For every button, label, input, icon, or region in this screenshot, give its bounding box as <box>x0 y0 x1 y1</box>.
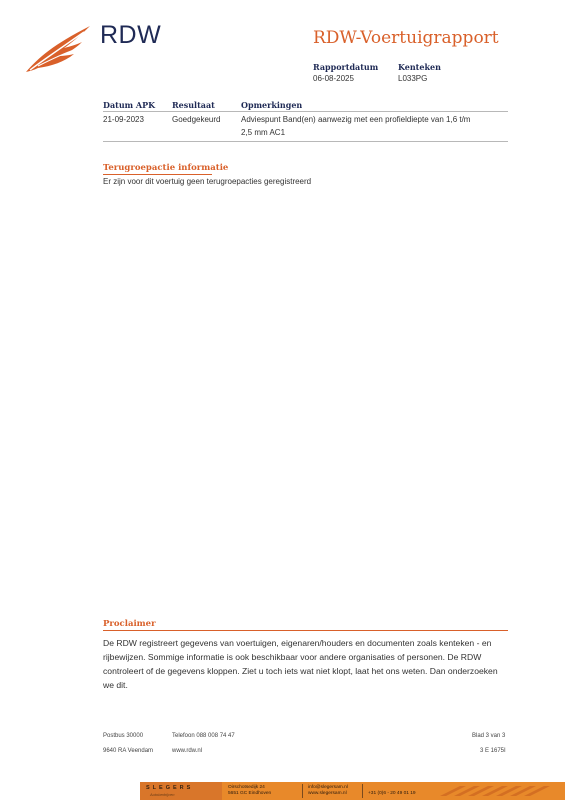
recall-section-title: Terugroepactie informatie <box>103 163 229 173</box>
report-title: RDW-Voertuigrapport <box>313 28 499 48</box>
banner-divider <box>362 784 363 798</box>
apk-remark-line2: 2,5 mm AC1 <box>241 128 286 137</box>
apk-remark-line1: Adviespunt Band(en) aanwezig met een profieldiepte van 1,6 t/m <box>241 115 471 124</box>
rdw-logo-icon <box>24 22 92 74</box>
banner-stripes-icon <box>440 784 560 798</box>
footer-postbus: Postbus 30000 <box>103 733 144 739</box>
banner-address-line: Oirschotsedijk 24 <box>228 785 265 790</box>
report-date-label: Rapportdatum <box>313 62 379 72</box>
proclaimer-body <box>103 636 508 692</box>
footer-telefoon: Telefoon 088 008 74 47 <box>172 733 235 739</box>
proclaimer-line: controleert of de gegevens kloppen. Ziet u toch iets wat niet klopt, laat het ons weten. Dan onderzoeken <box>103 666 498 676</box>
recall-text: Er zijn voor dit voertuig geen terugroepacties geregistreerd <box>103 177 312 186</box>
banner-brand-name: SLEGERS <box>146 785 194 791</box>
banner-brand-sub: Autobedrijven <box>150 792 175 797</box>
plate-label: Kenteken <box>398 62 441 72</box>
banner-address-line: 5651 GC Eindhoven <box>228 791 272 796</box>
banner-contact <box>308 785 348 797</box>
banner-website-link[interactable]: www.slegersam.nl <box>308 791 347 796</box>
banner-address <box>228 785 271 797</box>
proclaimer-line: De RDW registreert gegevens van voertuigen, eigenaren/houders en documenten zoals kenteken - en <box>103 638 492 648</box>
banner-divider <box>302 784 303 798</box>
logo-text: RDW <box>100 21 162 49</box>
footer-website-link[interactable]: www.rdw.nl <box>172 748 203 754</box>
apk-result-cell: Goedgekeurd <box>172 115 221 124</box>
footer-code: 3 E 1675I <box>480 748 506 754</box>
recall-title-underline <box>103 174 212 175</box>
dealer-banner <box>140 782 565 800</box>
proclaimer-line: rijbewijzen. Sommige informatie is ook beschikbaar voor andere organisaties of personen. De RDW <box>103 652 482 662</box>
col-header-remarks: Opmerkingen <box>241 100 303 110</box>
col-header-date: Datum APK <box>103 100 156 110</box>
banner-phone[interactable]: +31 (0)6 - 20 49 01 19 <box>368 791 416 796</box>
footer-city: 9640 RA Veendam <box>103 748 154 754</box>
proclaimer-title: Proclaimer <box>103 619 156 629</box>
col-header-result: Resultaat <box>172 100 215 110</box>
apk-date-cell: 21-09-2023 <box>103 115 144 124</box>
proclaimer-line: we dit. <box>103 680 128 690</box>
footer-page-number: Blad 3 van 3 <box>472 733 506 739</box>
table-row-divider <box>103 141 508 142</box>
report-date-value: 06-08-2025 <box>313 74 354 83</box>
table-header-divider <box>103 111 508 112</box>
banner-email-link[interactable]: info@slegersam.nl <box>308 785 348 790</box>
proclaimer-divider <box>103 630 508 631</box>
plate-value: L033PG <box>398 74 428 83</box>
banner-brand-block <box>140 782 222 800</box>
